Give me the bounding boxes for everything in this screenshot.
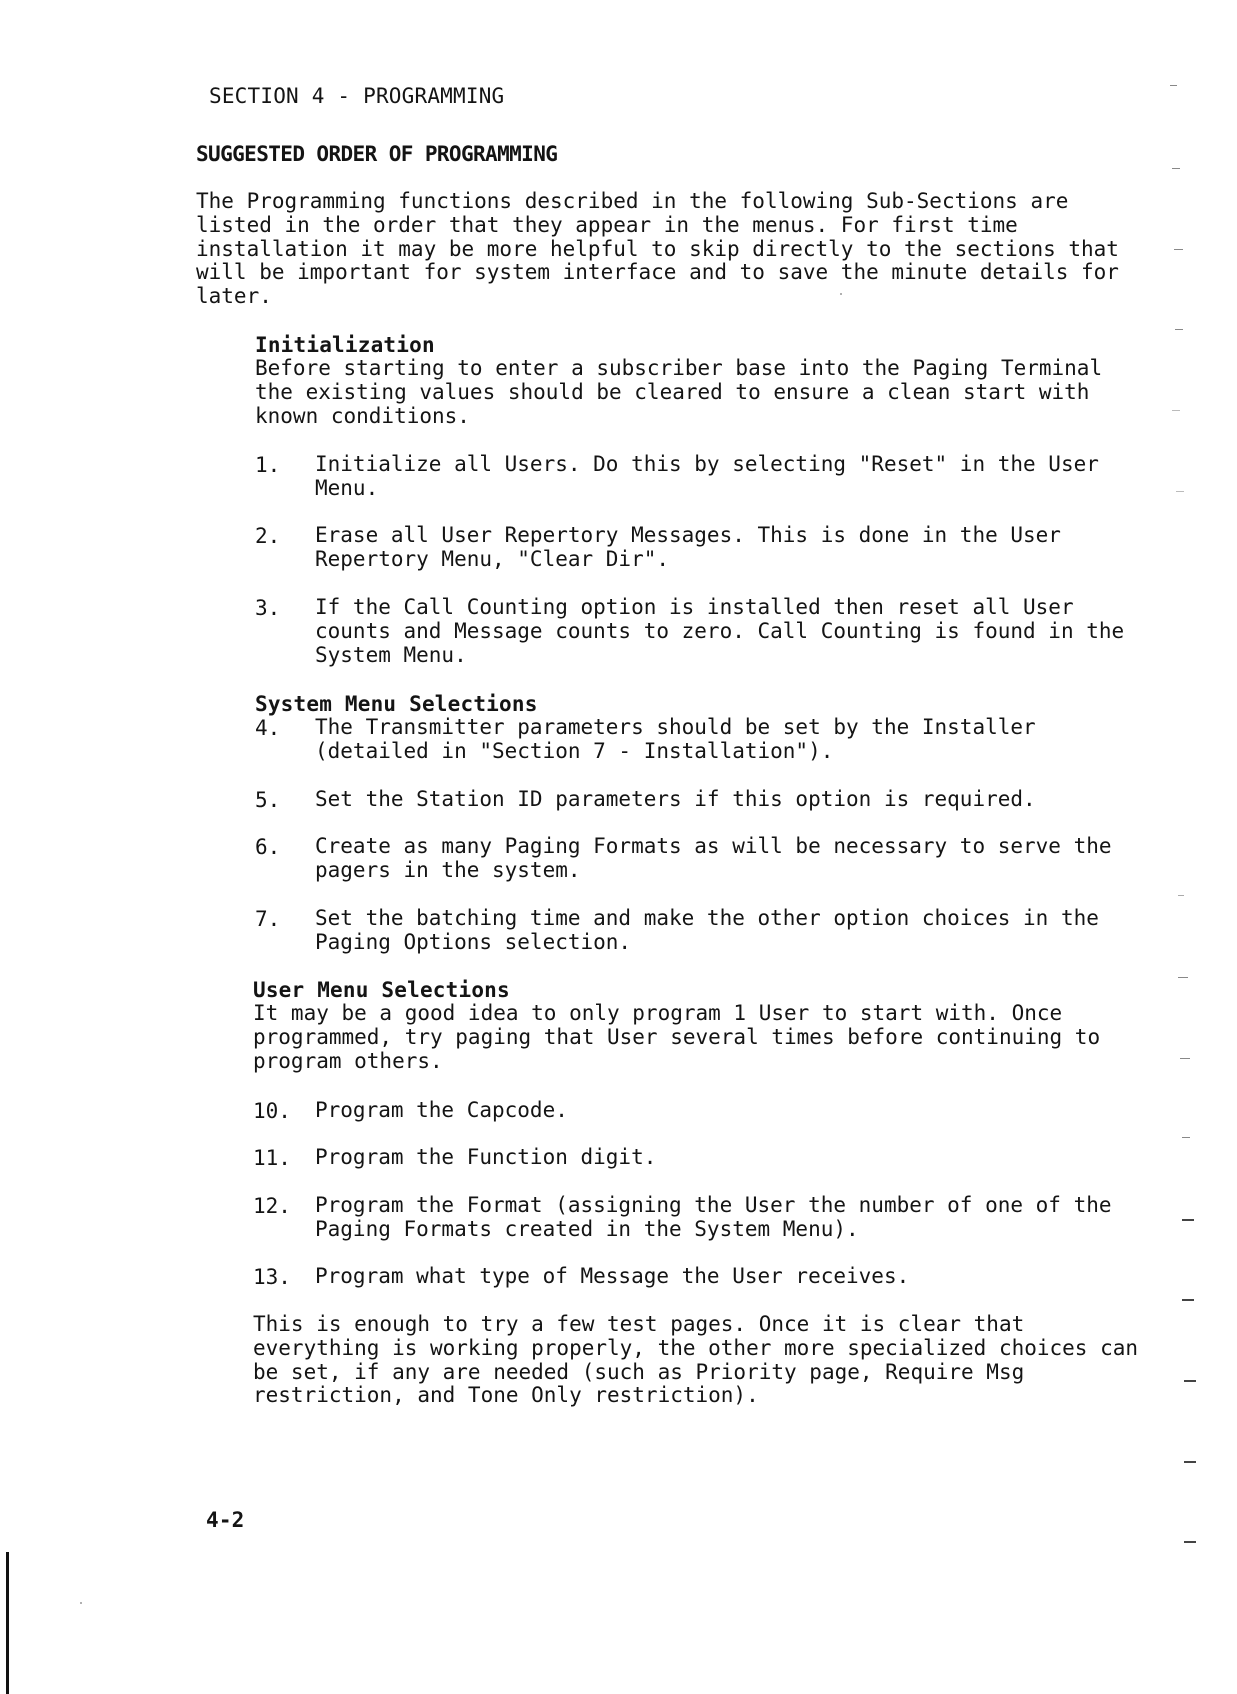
- list-item-number: 13.: [253, 1265, 291, 1289]
- list-item-text: Program what type of Message the User receives.: [315, 1264, 910, 1288]
- list-item-number: 3.: [255, 596, 281, 620]
- section-title: SECTION 4 - PROGRAMMING: [209, 84, 505, 108]
- list-item-text: Set the Station ID parameters if this option is required.: [315, 787, 1036, 811]
- initialization-heading: Initialization: [255, 333, 435, 357]
- list-item-number: 6.: [255, 835, 281, 859]
- list-item-text: If the Call Counting option is installed then reset all User counts and Message counts to zero. Call Counting is found in the System Menu.: [315, 595, 1125, 667]
- list-item-text: Create as many Paging Formats as will be necessary to serve the pagers in the system.: [315, 834, 1112, 882]
- list-item-number: 11.: [253, 1146, 291, 1170]
- list-item-number: 7.: [255, 907, 281, 931]
- list-item-text: Program the Function digit.: [315, 1145, 657, 1169]
- page-number: 4-2: [206, 1508, 245, 1532]
- initialization-paragraph: Before starting to enter a subscriber base into the Paging Terminal the existing values should be cleared to ensure a clean start with known conditions.: [255, 356, 1103, 428]
- scan-mark: [1174, 249, 1183, 250]
- scan-mark: [1182, 1219, 1194, 1221]
- list-item-number: 4.: [255, 716, 281, 740]
- scan-mark: [1172, 410, 1180, 411]
- scan-mark: [1170, 85, 1177, 86]
- scan-mark: [1172, 168, 1180, 169]
- list-item-number: 5.: [255, 788, 281, 812]
- scan-mark: [1178, 977, 1188, 978]
- closing-paragraph: This is enough to try a few test pages. Once it is clear that everything is working properly, the other more specialized choices can be set, if any are needed (such as Priority page, Require Msg restriction, and Tone Only restriction).: [253, 1312, 1139, 1408]
- scan-mark: [1180, 1058, 1190, 1059]
- list-item-text: The Transmitter parameters should be set by the Installer (detailed in "Section 7 - Installation").: [315, 715, 1036, 763]
- list-item-text: Set the batching time and make the other option choices in the Paging Options selection.: [315, 906, 1099, 954]
- scan-mark: [1176, 491, 1184, 492]
- page-heading: SUGGESTED ORDER OF PROGRAMMING: [196, 142, 558, 166]
- list-item-text: Initialize all Users. Do this by selecting "Reset" in the User Menu.: [315, 452, 1099, 500]
- intro-paragraph: The Programming functions described in the following Sub-Sections are listed in the order that they appear in the menus. For first time installation it may be more helpful to skip directly to the sections that will be important for system interface and to save the minute details for later.: [196, 189, 1119, 309]
- list-item-number: 2.: [255, 524, 281, 548]
- list-item-text: Program the Format (assigning the User the number of one of the Paging Formats created in the System Menu).: [315, 1193, 1112, 1241]
- scan-mark: [1182, 1137, 1190, 1138]
- list-item-text: Erase all User Repertory Messages. This is done in the User Repertory Menu, "Clear Dir".: [315, 523, 1061, 571]
- user-menu-paragraph: It may be a good idea to only program 1 User to start with. Once programmed, try paging that User several times before continuing to program others.: [253, 1001, 1101, 1073]
- list-item-text: Program the Capcode.: [315, 1098, 568, 1122]
- system-menu-heading: System Menu Selections: [255, 692, 538, 716]
- scan-mark: [1184, 1380, 1196, 1382]
- user-menu-heading: User Menu Selections: [253, 978, 510, 1002]
- scan-mark: [1184, 1461, 1196, 1463]
- scan-mark: [1182, 1299, 1194, 1301]
- scan-speck: [840, 293, 842, 295]
- scan-mark: [1178, 895, 1184, 896]
- binding-edge: [6, 1552, 9, 1694]
- scan-speck: [80, 1602, 82, 1604]
- scan-mark: [1184, 1541, 1196, 1543]
- scan-mark: [1175, 329, 1183, 330]
- list-item-number: 10.: [253, 1099, 291, 1123]
- list-item-number: 12.: [253, 1194, 291, 1218]
- list-item-number: 1.: [255, 453, 281, 477]
